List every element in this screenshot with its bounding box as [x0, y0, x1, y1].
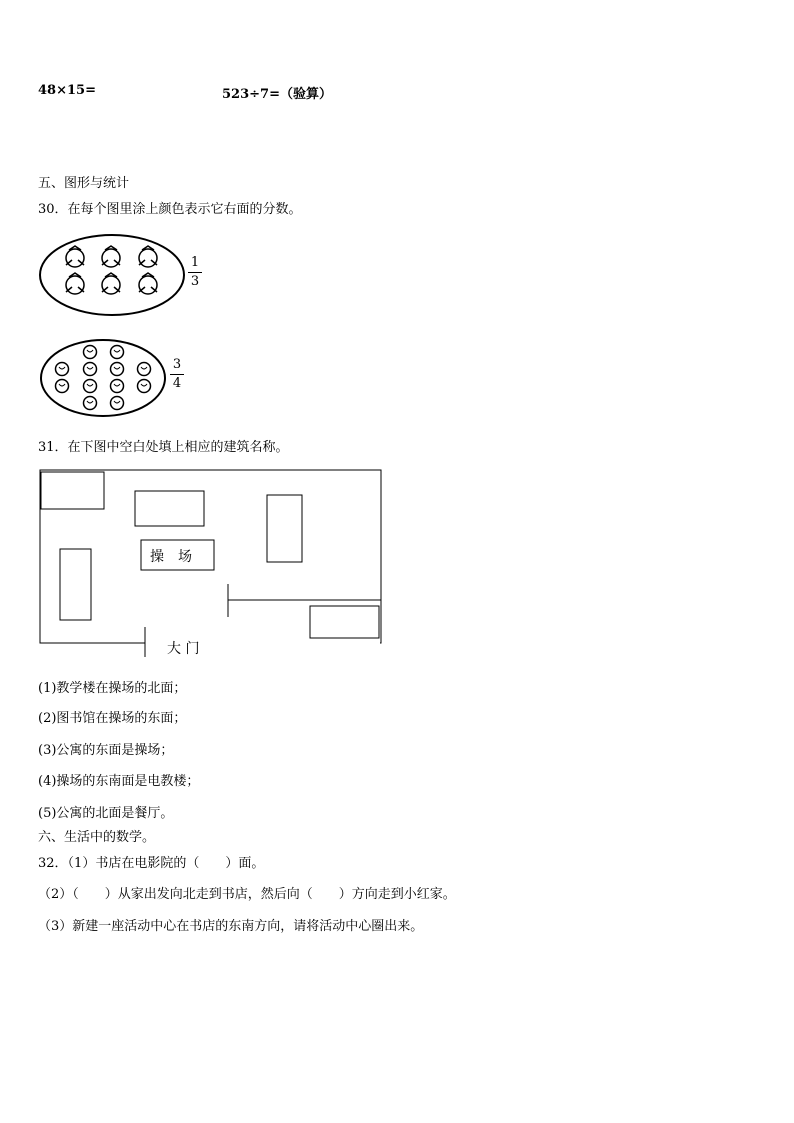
apple-icon	[111, 363, 124, 376]
fraction-2-denominator: 4	[172, 376, 182, 391]
apple-icon	[111, 346, 124, 359]
peach-icon	[102, 246, 120, 267]
fraction-2-bar	[170, 374, 184, 375]
clue-2: (2)图书馆在操场的东面；	[38, 711, 187, 726]
gate-label: 大 门	[167, 641, 200, 657]
clue-1: (1)教学楼在操场的北面；	[38, 681, 187, 696]
peach-icon	[139, 273, 157, 294]
blank-building-west	[60, 549, 91, 620]
peach-icon	[66, 246, 84, 267]
playground-label: 操 场	[150, 549, 192, 565]
clue-3: (3)公寓的东面是操场；	[38, 743, 174, 758]
calc-item-1: 48×15=	[38, 83, 96, 98]
fraction-1-bar	[188, 272, 202, 273]
q32-line-2: （2）（ ）从家出发向北走到书店，然后向（ ）方向走到小红家。	[38, 887, 456, 902]
peach-icon	[102, 273, 120, 294]
fraction-1-denominator: 3	[190, 274, 200, 289]
apple-icon	[84, 346, 97, 359]
apple-icon	[84, 397, 97, 410]
q32-line-1: 32．（1）书店在电影院的（ ）面。	[38, 856, 265, 871]
apple-icon	[84, 380, 97, 393]
apple-icon	[56, 363, 69, 376]
blank-building-east	[267, 495, 302, 562]
apple-icon	[84, 363, 97, 376]
peach-icon	[139, 246, 157, 267]
apple-icon	[138, 363, 151, 376]
fraction-1	[188, 255, 202, 290]
apple-icon	[56, 380, 69, 393]
fraction-2	[170, 357, 184, 392]
blank-building-north	[135, 491, 204, 526]
clue-5: (5)公寓的北面是餐厅。	[38, 806, 174, 821]
apple-group-ellipse	[41, 340, 165, 416]
apple-icon	[111, 397, 124, 410]
blank-building-se	[310, 606, 379, 638]
q31-text: 31．在下图中空白处填上相应的建筑名称。	[38, 440, 289, 455]
calc-item-2: 523÷7=（验算）	[222, 87, 332, 102]
peach-icon	[66, 273, 84, 294]
campus-map	[40, 470, 381, 657]
clue-4: (4)操场的东南面是电教楼；	[38, 774, 200, 789]
fraction-2-numerator: 3	[172, 357, 182, 372]
q32-line-3: （3）新建一座活动中心在书店的东南方向，请将活动中心圈出来。	[38, 919, 424, 934]
section-6-title: 六、生活中的数学。	[38, 830, 156, 845]
apple-icon	[111, 380, 124, 393]
blank-building-nw	[41, 472, 104, 509]
apple-icon	[138, 380, 151, 393]
fraction-1-numerator: 1	[190, 255, 200, 270]
section-5-title: 五、图形与统计	[38, 176, 130, 191]
q30-text: 30．在每个图里涂上颜色表示它右面的分数。	[38, 202, 302, 217]
